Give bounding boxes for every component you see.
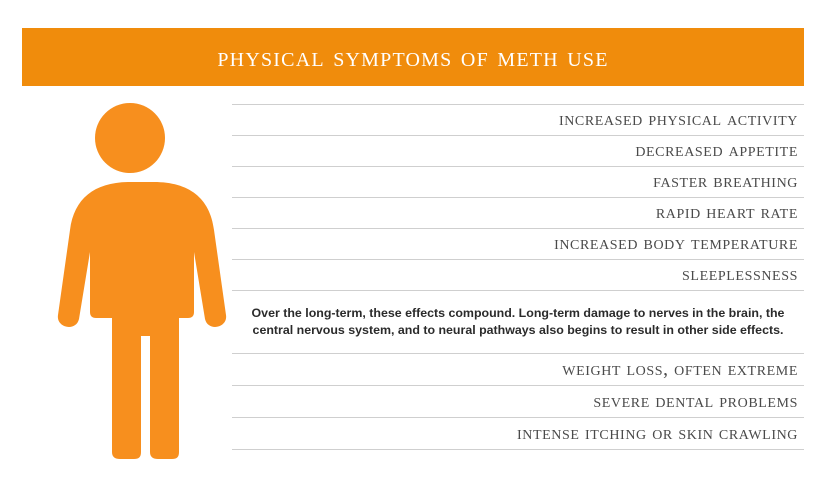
list-item: severe dental problems [232,385,804,417]
long-term-note: Over the long-term, these effects compound. Long-term damage to nerves in the brain, the central nervous system, and to neural pathways also begins to result in other side effects. [251,306,785,337]
list-item: intense itching or skin crawling [232,417,804,450]
person-silhouette-icon [48,100,228,460]
long-term-symptom-list [232,353,804,450]
list-item: sleeplessness [232,259,804,291]
list-item: faster breathing [232,166,804,197]
header-bar [22,28,804,86]
list-item: increased body temperature [232,228,804,259]
list-item: decreased appetite [232,135,804,166]
page-title: physical symptoms of meth use [217,40,609,73]
list-item: rapid heart rate [232,197,804,228]
list-item: increased physical activity [232,104,804,135]
symptoms-panel [232,104,804,450]
list-item: weight loss, often extreme [232,353,804,385]
short-term-symptom-list [232,104,804,291]
